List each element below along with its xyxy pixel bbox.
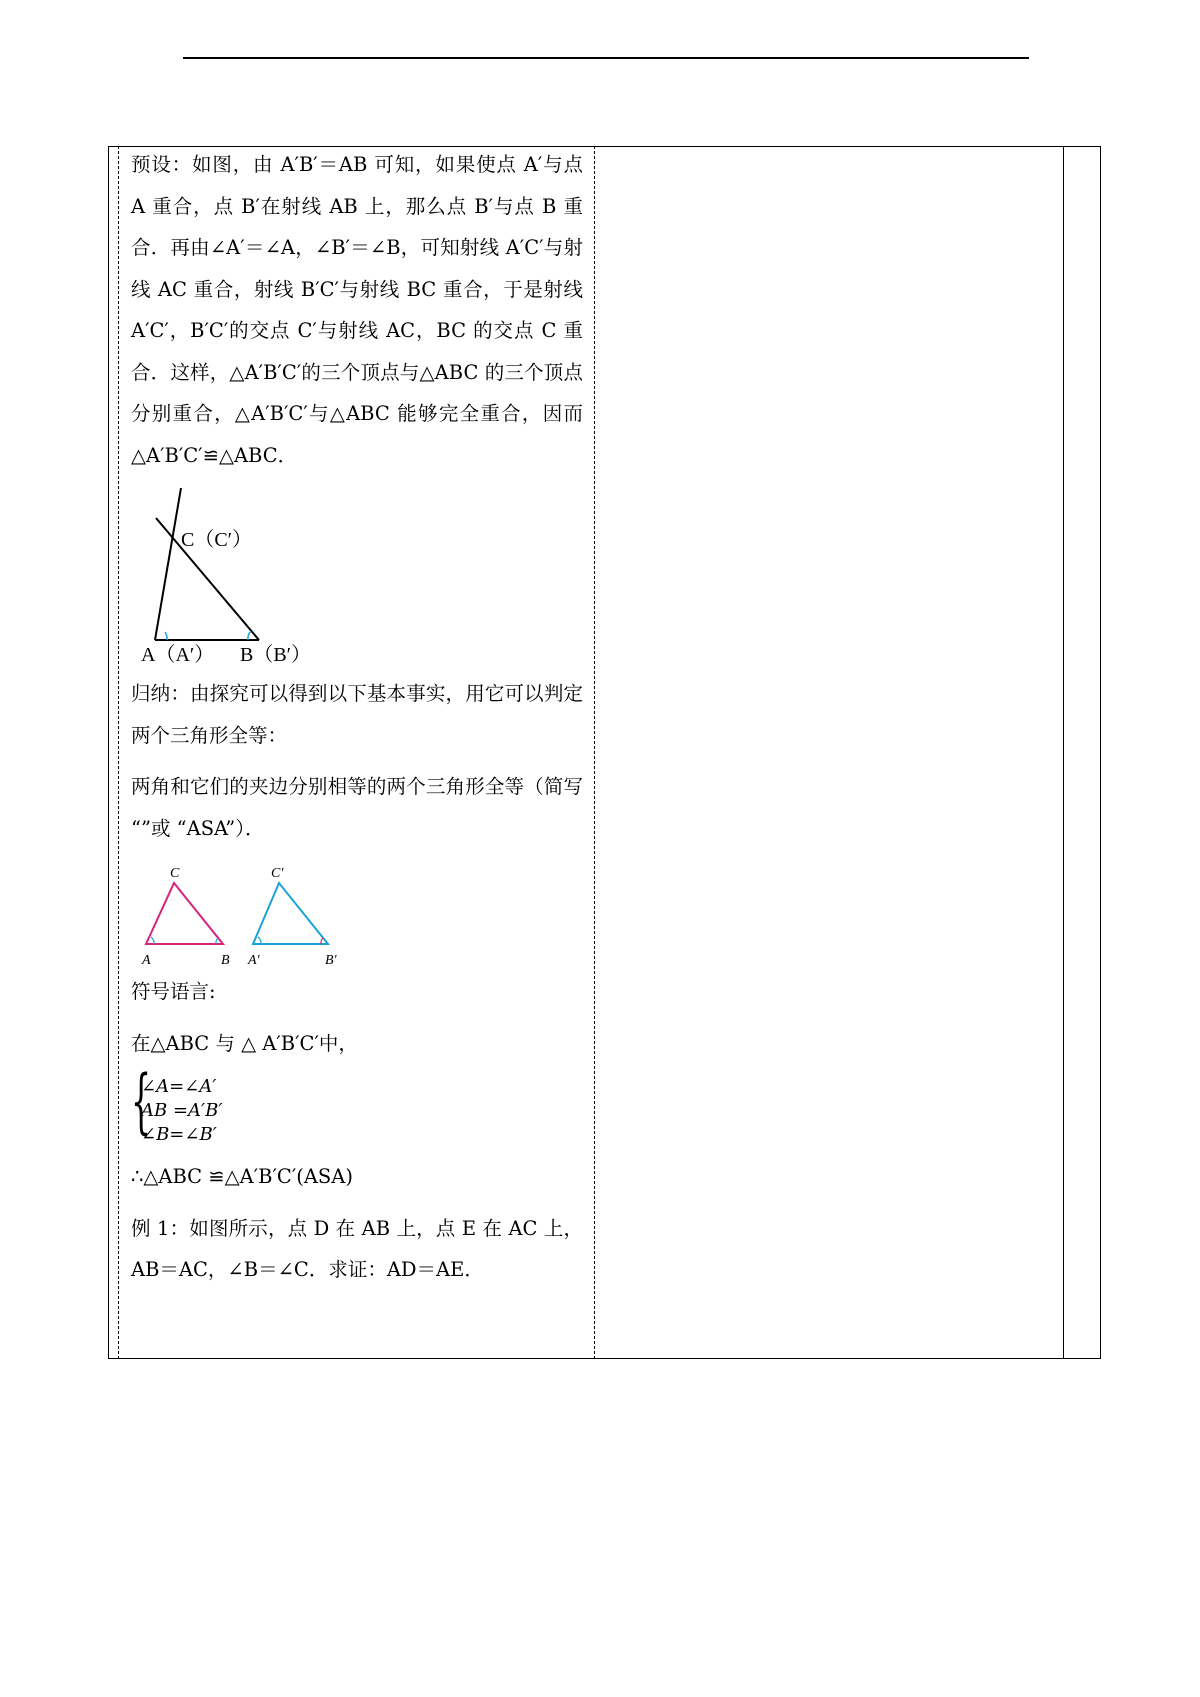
condition-angle-a: ∠A=∠A′ [141,1076,217,1097]
cell-border-left [118,146,119,1359]
induction-paragraph: 归纳：由探究可以得到以下基本事实，用它可以判定两个三角形全等： [131,682,583,747]
table-border-right [1100,146,1101,1359]
condition-system [131,1060,583,1148]
table-border-bottom [108,1358,1100,1359]
label-c-left: C [170,866,180,881]
header-rule [183,57,1029,59]
label-a-left: A [142,953,151,968]
triangle-abc-prime [253,883,328,944]
triangle-abc [146,883,223,944]
label-c-right: C′ [271,866,284,881]
angle-a-mark [151,937,154,944]
coincident-triangle-figure [141,488,312,666]
table-border-left [108,146,109,1359]
lesson-content-column [131,144,583,1291]
preset-paragraph: 预设：如图，由 A′B′＝AB 可知，如果使点 A′与点 A 重合，点 B′在射线 AB 上，那么点 B′与点 B 重合．再由∠A′＝∠A，∠B′＝∠B，可知射线 A′C′与射线 AC 重合，射线 B′C′与射线 BC 重合，于是射线 A′C′，B′C′的交点 C′与射线 AC，BC 的交点 C 重合．这样，△A′B′C′的三个顶点与△ABC 的三个顶点分别重合，△A′B′C′与△ABC 能够完全重合，因而△A′B′C′≌△ABC． [131,153,583,467]
conclusion-line: ∴△ABC ≌△A′B′C′(ASA) [131,1165,353,1188]
ray-ac [155,488,181,640]
asa-statement: 两角和它们的夹边分别相等的两个三角形全等（简写 “”或 “ASA”）． [131,775,583,840]
label-b-right: B′ [325,953,337,968]
angle-a-prime-mark [258,937,261,944]
symbol-language-label: 符号语言: [131,980,216,1003]
label-a-right: A′ [248,953,260,968]
label-b-left: B [221,953,230,968]
condition-angle-b: ∠B=∠B′ [141,1124,217,1145]
in-triangles-line: 在△ABC 与 △ A′B′C′中， [131,1031,358,1055]
congruent-triangles-figure [141,853,361,971]
angle-b-arc [248,631,251,640]
label-c: C（C′） [181,529,253,551]
condition-side-ab: AB =A′B′ [141,1100,223,1121]
label-b: B（B′） [240,644,312,666]
angle-a-arc [165,632,167,640]
cell-border-middle [594,146,595,1359]
cell-border-right [1063,146,1064,1359]
label-a: A（A′） [141,644,215,666]
left-brace: { [131,1060,152,1142]
example-1: 例 1：如图所示，点 D 在 AB 上，点 E 在 AC 上，AB＝AC，∠B＝∠C．求证：AD＝AE． [131,1216,583,1281]
